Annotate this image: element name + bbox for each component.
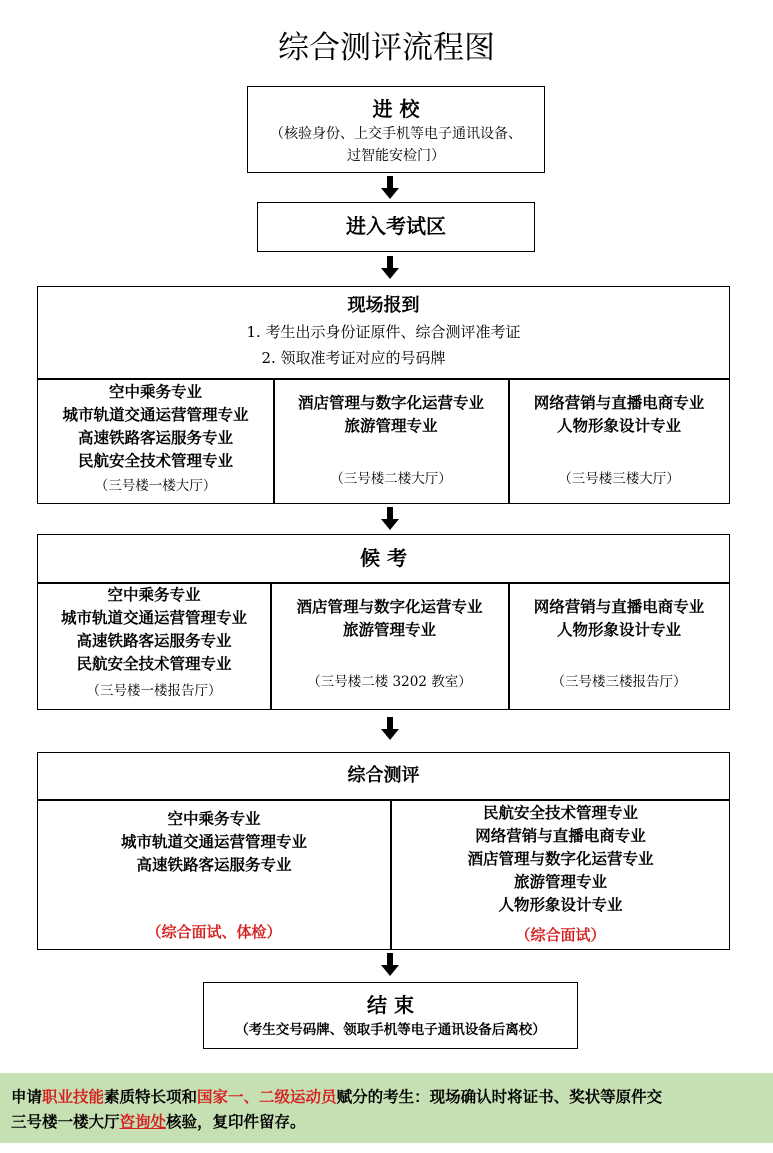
major-name: 民航安全技术管理专业: [76, 654, 232, 673]
major-name: 高速铁路客运服务专业: [136, 855, 292, 874]
step-finish: [203, 982, 578, 1049]
step-onsite-checkin: [37, 286, 730, 504]
major-name: 网络营销与直播电商专业: [533, 393, 705, 412]
note-highlight: 国家一、二级运动员: [197, 1088, 337, 1106]
evaluation-group: [38, 807, 390, 943]
note-highlight: 咨询处: [119, 1113, 167, 1131]
location: （三号楼二楼 3202 教室）: [307, 674, 472, 690]
checkin-item: 2. 领取准考证对应的号码牌: [261, 349, 446, 367]
evaluation-method: （综合面试、体检）: [146, 923, 282, 941]
major-name: 空中乘务专业: [108, 382, 202, 401]
arrow-down-icon: [380, 717, 400, 741]
major-name: 空中乘务专业: [167, 809, 261, 828]
major-name: 高速铁路客运服务专业: [77, 428, 233, 447]
step-enter-school: [247, 86, 545, 173]
checkin-group: [274, 391, 508, 489]
major-name: 人物形象设计专业: [498, 895, 623, 914]
step-detail: （核验身份、上交手机等电子通讯设备、: [270, 126, 522, 142]
evaluation-method: （综合面试）: [515, 926, 606, 944]
major-name: 旅游管理专业: [513, 872, 607, 891]
arrow-down-icon: [380, 176, 400, 200]
step-heading: 候 考: [360, 546, 407, 570]
arrow-down-icon: [380, 256, 400, 280]
note-line: [11, 1110, 763, 1135]
major-name: 城市轨道交通运营管理专业: [120, 832, 307, 851]
note-text: 赋分的考生：现场确认时将证书、奖状等原件交: [336, 1088, 663, 1106]
note-text: 三号楼一楼大厅: [11, 1113, 120, 1131]
checkin-group: [509, 391, 729, 489]
note-highlight: 职业技能: [42, 1088, 105, 1106]
major-name: 旅游管理专业: [344, 416, 438, 435]
step-heading: 综合测评: [347, 765, 420, 786]
arrow-down-icon: [380, 953, 400, 977]
step-comprehensive-evaluation: [37, 752, 730, 950]
step-waiting: [37, 534, 730, 710]
step-heading: 进入考试区: [346, 214, 446, 238]
major-name: 旅游管理专业: [342, 620, 436, 639]
location: （三号楼二楼大厅）: [330, 471, 452, 487]
checkin-group: [38, 380, 273, 496]
scoring-note: [0, 1073, 773, 1143]
major-name: 城市轨道交通运营管理专业: [60, 608, 247, 627]
note-text: 素质特长项和: [104, 1088, 198, 1106]
step-heading: 现场报到: [347, 295, 420, 316]
location: （三号楼三楼大厅）: [558, 471, 680, 487]
step-enter-exam-area: [257, 202, 535, 252]
note-text: 申请: [11, 1088, 43, 1106]
arrow-down-icon: [380, 507, 400, 531]
major-name: 城市轨道交通运营管理专业: [62, 405, 249, 424]
major-name: 民航安全技术管理专业: [77, 451, 233, 470]
major-name: 空中乘务专业: [107, 585, 201, 604]
major-name: 人物形象设计专业: [556, 620, 681, 639]
location: （三号楼一楼大厅）: [94, 478, 217, 494]
major-name: 酒店管理与数字化运营专业: [467, 849, 654, 868]
waiting-group: [509, 595, 729, 692]
major-name: 酒店管理与数字化运营专业: [296, 597, 483, 616]
major-name: 酒店管理与数字化运营专业: [297, 393, 484, 412]
major-name: 高速铁路客运服务专业: [76, 631, 232, 650]
waiting-group: [38, 583, 270, 701]
major-name: 民航安全技术管理专业: [482, 803, 638, 822]
page-title: 综合测评流程图: [278, 30, 495, 66]
checkin-item: 1. 考生出示身份证原件、综合测评准考证: [246, 323, 521, 341]
step-heading: 进 校: [372, 97, 420, 121]
step-detail: 过智能安检门）: [347, 148, 445, 164]
major-name: 人物形象设计专业: [556, 416, 681, 435]
location: （三号楼三楼报告厅）: [551, 674, 687, 690]
evaluation-group: [392, 801, 729, 946]
note-line: [11, 1085, 763, 1110]
step-heading: 结 束: [367, 993, 414, 1017]
waiting-group: [271, 595, 508, 692]
major-name: 网络营销与直播电商专业: [475, 826, 646, 845]
note-text: 核验，复印件留存。: [166, 1113, 306, 1131]
step-detail: （考生交号码牌、领取手机等电子通讯设备后离校）: [235, 1022, 546, 1038]
location: （三号楼一楼报告厅）: [86, 683, 222, 699]
major-name: 网络营销与直播电商专业: [533, 597, 705, 616]
